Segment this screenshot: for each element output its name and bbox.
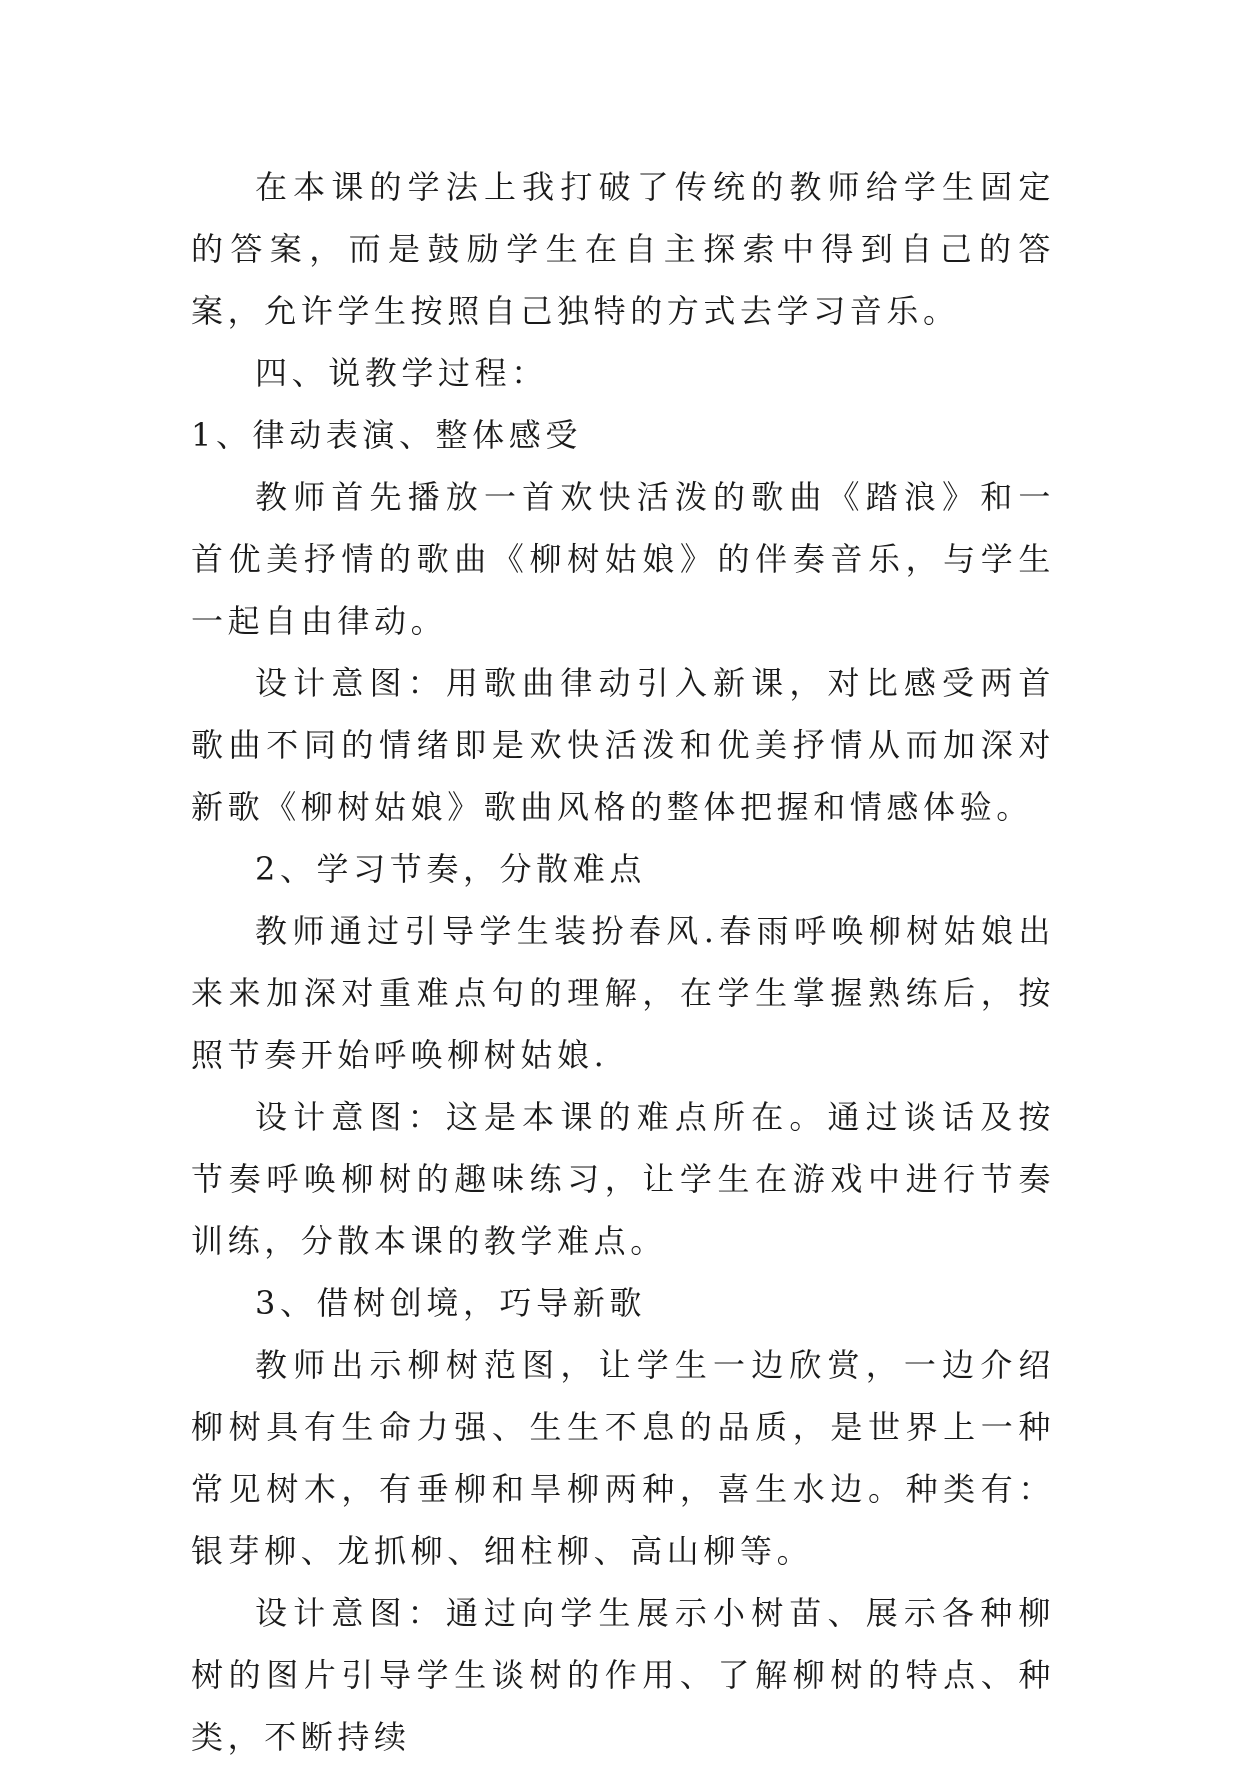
document-body: [191, 156, 1055, 1768]
paragraph-step-2-activity: 教师通过引导学生装扮春风.春雨呼唤柳树姑娘出来来加深对重难点句的理解，在学生掌握熟练后，按照节奏开始呼唤柳树姑娘.: [191, 912, 1055, 1074]
heading-step-3: 3、借树创境，巧导新歌: [255, 1284, 646, 1322]
paragraph-study-method: 在本课的学法上我打破了传统的教师给学生固定的答案，而是鼓励学生在自主探索中得到自己的答案，允许学生按照自己独特的方式去学习音乐。: [191, 168, 1055, 330]
heading-step-1: 1、律动表演、整体感受: [191, 416, 582, 454]
paragraph-step-3-activity: 教师出示柳树范图，让学生一边欣赏，一边介绍柳树具有生命力强、生生不息的品质，是世界上一种常见树木，有垂柳和旱柳两种，喜生水边。种类有：银芽柳、龙抓柳、细柱柳、高山柳等。: [191, 1346, 1055, 1570]
paragraph-step-1-activity: 教师首先播放一首欢快活泼的歌曲《踏浪》和一首优美抒情的歌曲《柳树姑娘》的伴奏音乐，与学生一起自由律动。: [191, 478, 1055, 640]
paragraph-step-1-intent: 设计意图：用歌曲律动引入新课，对比感受两首歌曲不同的情绪即是欢快活泼和优美抒情从而加深对新歌《柳树姑娘》歌曲风格的整体把握和情感体验。: [191, 664, 1055, 826]
paragraph-step-2-intent: 设计意图：这是本课的难点所在。通过谈话及按节奏呼唤柳树的趣味练习，让学生在游戏中进行节奏训练，分散本课的教学难点。: [191, 1098, 1055, 1260]
paragraph-step-3-intent: 设计意图：通过向学生展示小树苗、展示各种柳树的图片引导学生谈树的作用、了解柳树的特点、种类，不断持续: [191, 1594, 1055, 1756]
heading-step-2: 2、学习节奏，分散难点: [255, 850, 646, 888]
heading-teaching-process: 四、说教学过程：: [255, 354, 548, 392]
